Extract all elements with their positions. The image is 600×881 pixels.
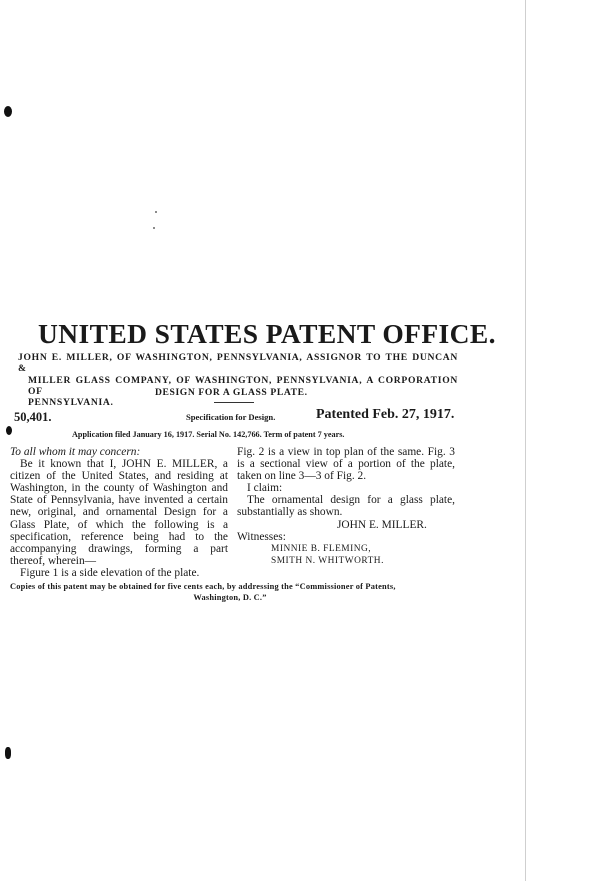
assignor-block [18,352,458,408]
specification-label: Specification for Design. [186,412,276,422]
copies-notice-line: Copies of this patent may be obtained for five cents each, by addressing the “Commissioner of Patents, [10,582,396,591]
inventor-signature: JOHN E. MILLER. [337,518,427,531]
copies-notice-line: Washington, D. C.” [193,593,267,602]
design-title: DESIGN FOR A GLASS PLATE. [155,387,308,398]
application-filed-line: Application filed January 16, 1917. Serial No. 142,766. Term of patent 7 years. [72,430,345,439]
left-column [10,446,228,579]
body-paragraph: Figure 1 is a side elevation of the plate. [20,566,200,579]
salutation: To all whom it may concern: [10,446,141,458]
copies-notice [10,581,450,603]
assignor-line: PENNSYLVANIA. [28,397,114,409]
binding-hole-mark [4,106,12,117]
assignor-line: MILLER GLASS COMPANY, OF WASHINGTON, PENNSYLVANIA, A CORPORATION OF [28,374,458,397]
patented-date: Patented Feb. 27, 1917. [316,407,455,422]
page-edge-line [525,0,526,881]
witnesses-label: Witnesses: [237,530,286,543]
binding-hole-mark [6,426,12,435]
claim-label: I claim: [247,482,283,495]
right-column [237,446,455,567]
assignor-line: JOHN E. MILLER, OF WASHINGTON, PENNSYLVANIA, ASSIGNOR TO THE DUNCAN & [18,352,458,375]
scan-speck [153,227,155,229]
witness-name: SMITH N. WHITWORTH. [271,555,384,566]
claim-text: The ornamental design for a glass plate, substantially as shown. [237,494,455,519]
binding-hole-mark [5,747,11,759]
title-rule [214,402,254,403]
patent-office-title: UNITED STATES PATENT OFFICE. [38,318,496,349]
scan-speck [155,211,157,213]
body-paragraph: Fig. 2 is a view in top plan of the same. Fig. 3 is a sectional view of a portion of the plate, taken on line 3—3 of Fig. 2. [237,446,455,483]
witness-name: MINNIE B. FLEMING, [271,543,372,554]
patent-number: 50,401. [14,410,52,424]
body-paragraph: Be it known that I, JOHN E. MILLER, a citizen of the United States, and residing at Washington, in the county of Washington and State of Pennsylvania, have invented a certain new, original, and ornamental Design for a Glass Plate, of which the following is a specification, reference being had to the accompanying drawings, forming a part thereof, wherein— [10,458,228,567]
